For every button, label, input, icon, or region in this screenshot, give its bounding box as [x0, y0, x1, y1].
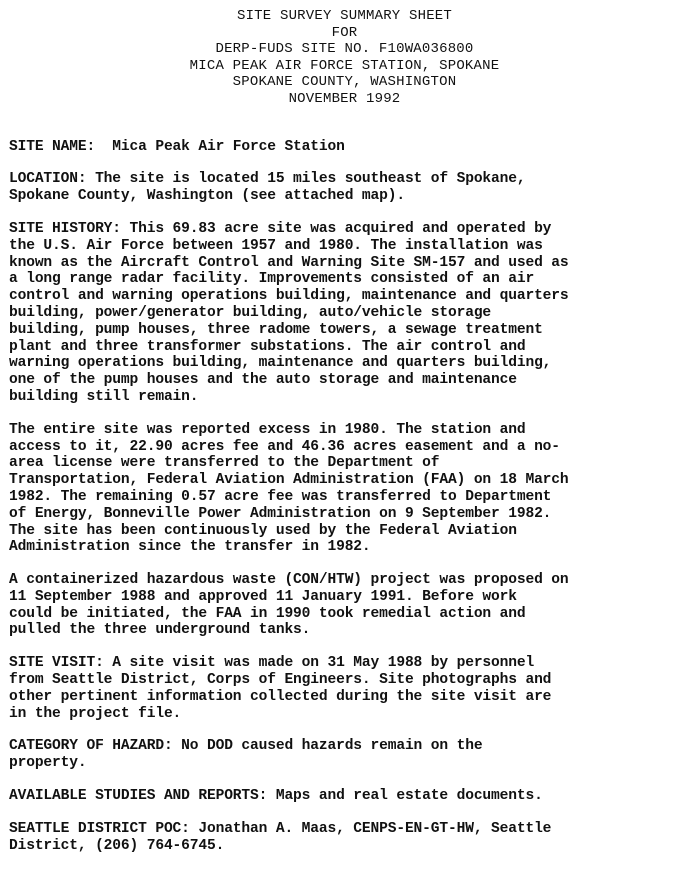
paragraph-line: The entire site was reported excess in 1980. The station and — [9, 421, 526, 438]
paragraph-line: a long range radar facility. Improvements consisted of an air — [9, 271, 535, 288]
paragraph-line: building, pump houses, three radome towers, a sewage treatment — [9, 321, 543, 338]
header-for: FOR — [331, 24, 358, 41]
paragraph-line: Spokane County, Washington (see attached map). — [9, 188, 405, 205]
paragraph-line: warning operations building, maintenance and quarters building, — [9, 355, 552, 372]
paragraph-line: in the project file. — [9, 705, 182, 722]
header-county: SPOKANE COUNTY, WASHINGTON — [232, 74, 457, 91]
paragraph-line: control and warning operations building, maintenance and quarters — [9, 288, 569, 305]
paragraph-line: one of the pump houses and the auto storage and maintenance — [9, 372, 517, 389]
paragraph-line: known as the Aircraft Control and Warning Site SM-157 and used as — [9, 254, 569, 271]
paragraph-line: Administration since the transfer in 1982. — [9, 539, 371, 556]
document-header — [13, 8, 676, 108]
header-site-number: DERP-FUDS SITE NO. F10WA036800 — [215, 41, 474, 58]
paragraph-line: area license were transferred to the Department of — [9, 455, 440, 472]
header-station-name: MICA PEAK AIR FORCE STATION, SPOKANE — [189, 57, 500, 74]
paragraph-line: Transportation, Federal Aviation Administration (FAA) on 18 March — [9, 472, 569, 489]
header-date: NOVEMBER 1992 — [288, 90, 401, 107]
paragraph-line: from Seattle District, Corps of Engineers. Site photographs and — [9, 672, 552, 689]
paragraph-line: SITE HISTORY: This 69.83 acre site was acquired and operated by — [9, 220, 552, 237]
paragraph-line: LOCATION: The site is located 15 miles southeast of Spokane, — [9, 171, 526, 188]
paragraph-line: District, (206) 764-6745. — [9, 837, 225, 854]
paragraph-line: property. — [9, 755, 87, 772]
site-visit-section — [9, 655, 676, 722]
available-studies-section — [9, 788, 676, 805]
hazardous-waste-section — [9, 572, 676, 639]
paragraph-line: A containerized hazardous waste (CON/HTW) project was proposed on — [9, 572, 569, 589]
paragraph-line: building still remain. — [9, 388, 199, 405]
paragraph-line: SITE VISIT: A site visit was made on 31 May 1988 by personnel — [9, 655, 535, 672]
category-of-hazard-section — [9, 738, 676, 772]
location-section — [9, 171, 676, 205]
paragraph-line: CATEGORY OF HAZARD: No DOD caused hazards remain on the — [9, 738, 483, 755]
excess-section — [9, 422, 676, 556]
paragraph-line: AVAILABLE STUDIES AND REPORTS: Maps and real estate documents. — [9, 788, 543, 805]
paragraph-line: The site has been continuously used by the Federal Aviation — [9, 522, 517, 539]
site-history-section — [9, 221, 676, 406]
paragraph-line: 1982. The remaining 0.57 acre fee was transferred to Department — [9, 488, 552, 505]
paragraph-line: could be initiated, the FAA in 1990 took remedial action and — [9, 605, 526, 622]
site-name-label: SITE NAME: — [9, 138, 96, 155]
paragraph-line: 11 September 1988 and approved 11 January 1991. Before work — [9, 588, 517, 605]
paragraph-line: access to it, 22.90 acres fee and 46.36 acres easement and a no- — [9, 438, 560, 455]
paragraph-line: of Energy, Bonneville Power Administration on 9 September 1982. — [9, 505, 552, 522]
paragraph-line: pulled the three underground tanks. — [9, 622, 311, 639]
paragraph-line: plant and three transformer substations. The air control and — [9, 338, 526, 355]
paragraph-line: SEATTLE DISTRICT POC: Jonathan A. Maas, CENPS-EN-GT-HW, Seattle — [9, 820, 552, 837]
paragraph-line: other pertinent information collected during the site visit are — [9, 688, 552, 705]
header-title: SITE SURVEY SUMMARY SHEET — [236, 8, 453, 24]
site-name-section — [9, 139, 676, 156]
poc-section — [9, 821, 676, 855]
paragraph-line: building, power/generator building, auto/vehicle storage — [9, 304, 492, 321]
paragraph-line: the U.S. Air Force between 1957 and 1980. The installation was — [9, 237, 543, 254]
site-name-value: Mica Peak Air Force Station — [112, 138, 345, 155]
